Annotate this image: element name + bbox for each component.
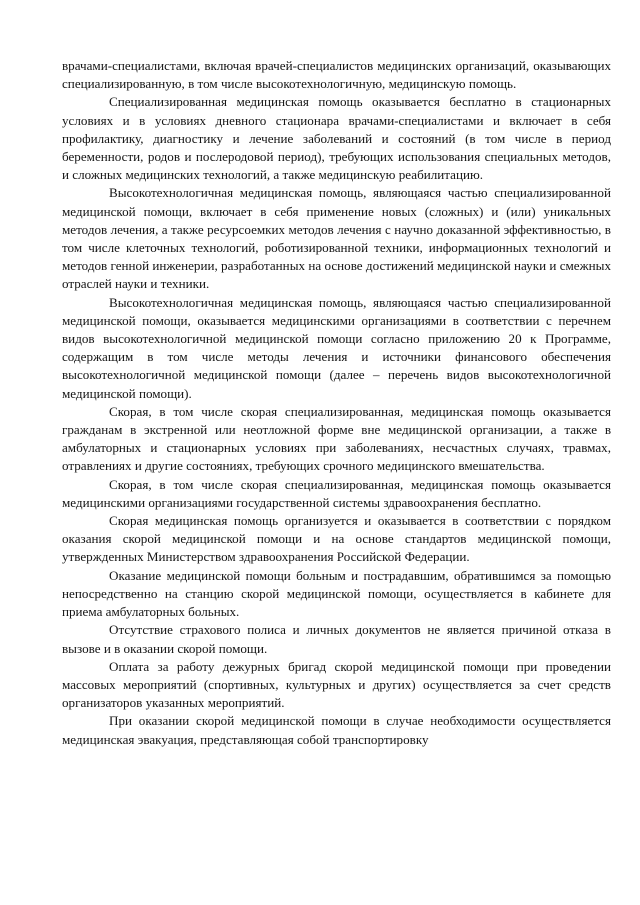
document-page [62,57,611,749]
paragraph-specialized-care: Специализированная медицинская помощь оказывается бесплатно в стационарных условиях и в условиях дневного стационара врачами-специалистами и включает в себя профилактику, диагностику и лечение заболеваний и состояний (в том числе в период беременности, родов и послеродовой период), требующих использования специальных методов, и сложных медицинских технологий, а также медицинскую реабилитацию. [62,94,611,183]
paragraph-high-tech-provision: Высокотехнологичная медицинская помощь, являющаяся частью специализированной медицинской помощи, оказывается медицинскими организациями в соответствии с перечнем видов высокотехнологичной медицинской помощи согласно приложению 20 к Программе, содержащим в том числе методы лечения и источники финансового обеспечения высокотехнологичной медицинской помощи (далее – перечень видов высокотехнологичной медицинской помощи). [62,294,611,401]
paragraph-evacuation: При оказании скорой медицинской помощи в случае необходимости осуществляется медицинская эвакуация, представляющая собой транспортировку [62,713,611,747]
paragraph-emergency-free: Скорая, в том числе скорая специализированная, медицинская помощь оказывается медицинскими организациями государственной системы здравоохранения бесплатно. [62,476,611,510]
paragraph-mass-events: Оплата за работу дежурных бригад скорой медицинской помощи при проведении массовых мероприятий (спортивных, культурных и других) осуществляется за счет средств организаторов указанных мероприятий. [62,658,611,711]
paragraph-no-policy: Отсутствие страхового полиса и личных документов не является причиной отказа в вызове и в оказании скорой помощи. [62,622,611,656]
paragraph-high-tech-definition: Высокотехнологичная медицинская помощь, являющаяся частью специализированной медицинской помощи, включает в себя применение новых (сложных) и (или) уникальных методов лечения, а также ресурсоемких методов лечения с научно доказанной эффективностью, в том числе клеточных технологий, роботизированной техники, информационных технологий и методов генной инженерии, разработанных на основе достижений медицинской науки и смежных отраслей науки и техники. [62,185,611,292]
paragraph-walk-in-patients: Оказание медицинской помощи больным и пострадавшим, обратившимся за помощью непосредственно на станцию скорой медицинской помощи, осуществляется в кабинете для приема амбулаторных больных. [62,567,611,620]
paragraph-continued: врачами-специалистами, включая врачей-специалистов медицинских организаций, оказывающих специализированную, в том числе высокотехнологичную, медицинскую помощь. [62,58,611,92]
paragraph-emergency-care: Скорая, в том числе скорая специализированная, медицинская помощь оказывается гражданам в экстренной или неотложной форме вне медицинской организации, а также в амбулаторных и стационарных условиях при заболеваниях, несчастных случаях, травмах, отравлениях и другие состояниях, требующих срочного медицинского вмешательства. [62,403,611,474]
paragraph-emergency-standards: Скорая медицинская помощь организуется и оказывается в соответствии с порядком оказания скорой медицинской помощи и на основе стандартов медицинской помощи, утвержденных Министерством здравоохранения Российской Федерации. [62,513,611,565]
